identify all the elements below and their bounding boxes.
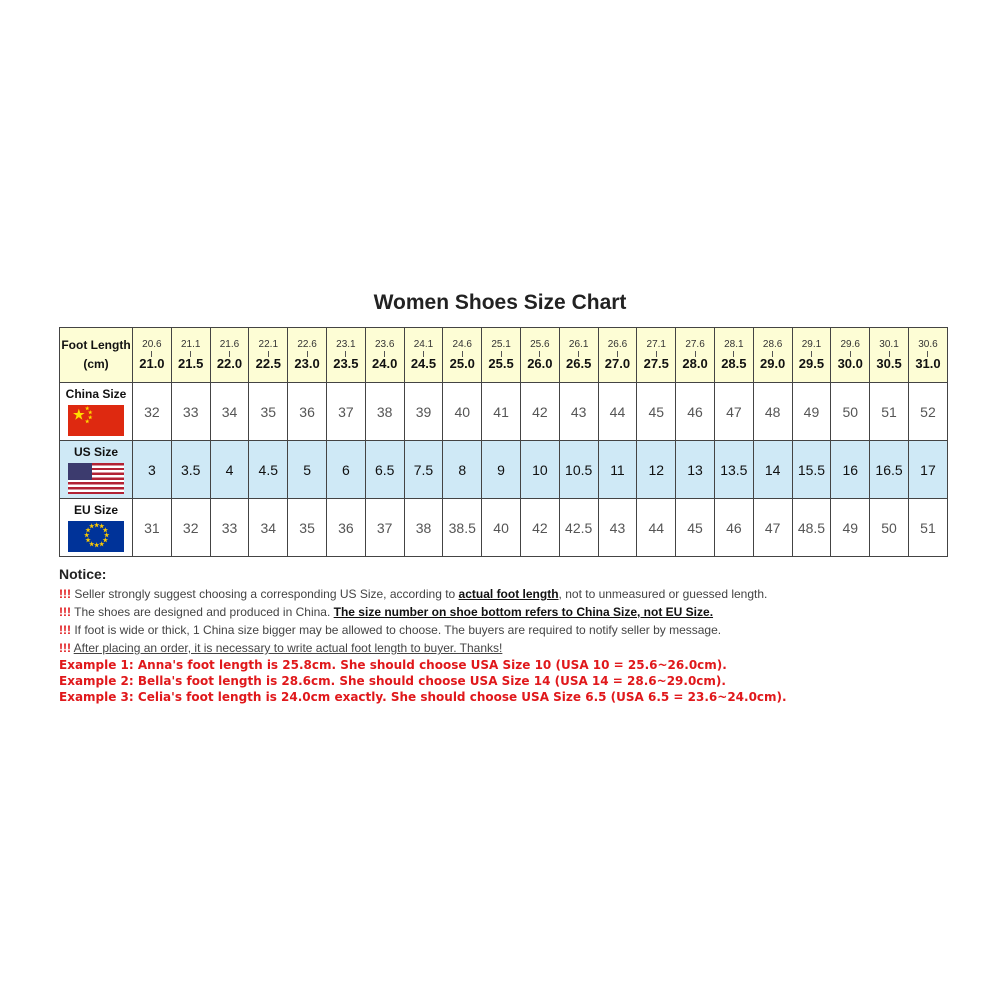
us-size-cell: 16.5	[870, 441, 909, 499]
china-size-cell: 33	[171, 383, 210, 441]
eu-size-cell: 50	[870, 499, 909, 557]
foot-range-max: 26.0	[527, 355, 553, 371]
foot-range-min: 25.6	[530, 338, 550, 350]
foot-range-cell	[559, 328, 598, 383]
us-size-cell: 10.5	[559, 441, 598, 499]
foot-range-min: 30.6	[918, 338, 938, 350]
foot-range-max: 29.0	[759, 355, 786, 371]
notice-line-3-text: If foot is wide or thick, 1 China size bigger may be allowed to choose. The buyers are required to notify seller by message.	[71, 623, 722, 637]
foot-range-max: 21.5	[178, 355, 204, 371]
us-size-cell: 10	[520, 441, 559, 499]
notice-line-2-emphasis: The size number on shoe bottom refers to China Size, not EU Size.	[333, 605, 714, 619]
us-size-cell: 9	[482, 441, 521, 499]
foot-range-cell	[714, 328, 753, 383]
eu-size-cell: 43	[598, 499, 637, 557]
us-size-row	[60, 441, 948, 499]
china-size-cell: 50	[831, 383, 870, 441]
foot-range-max: 21.0	[139, 355, 165, 371]
size-chart-table	[59, 327, 948, 557]
foot-range-cell	[365, 328, 404, 383]
foot-range-min: 26.6	[607, 338, 628, 350]
foot-range-min: 21.6	[219, 338, 240, 350]
foot-range-cell	[171, 328, 210, 383]
foot-range-cell	[831, 328, 870, 383]
foot-range-min: 25.1	[491, 338, 511, 350]
eu-size-row	[60, 499, 948, 557]
foot-range-min: 27.1	[646, 338, 666, 350]
eu-size-cell: 47	[753, 499, 792, 557]
us-size-cell: 6	[326, 441, 365, 499]
foot-range-min: 24.1	[413, 338, 434, 350]
notice-title: Notice:	[59, 566, 107, 582]
foot-range-cell	[443, 328, 482, 383]
notice-line-2-text: The shoes are designed and produced in China.	[71, 605, 334, 619]
foot-range-max: 23.5	[333, 355, 359, 371]
foot-range-min: 23.1	[336, 338, 356, 350]
china-size-cell: 38	[365, 383, 404, 441]
us-size-cell: 15.5	[792, 441, 831, 499]
foot-range-min: 29.1	[801, 338, 822, 350]
example-3: Example 3: Celia's foot length is 24.0cm exactly. She should choose USA Size 6.5 (USA 6.5 = 23.6~24.0cm).	[59, 690, 787, 704]
eu-flag-icon: ★ ★ ★ ★ ★ ★ ★ ★ ★ ★ ★ ★	[68, 521, 124, 552]
foot-range-max: 31.0	[915, 355, 941, 371]
china-size-cell: 45	[637, 383, 676, 441]
foot-length-header	[60, 328, 133, 383]
us-size-cell: 12	[637, 441, 676, 499]
notice-line-1-emphasis: actual foot length	[458, 587, 559, 601]
us-flag-icon	[68, 463, 124, 494]
foot-range-cell	[482, 328, 521, 383]
eu-size-cell: 32	[171, 499, 210, 557]
eu-size-cell: 40	[482, 499, 521, 557]
eu-size-cell: 51	[908, 499, 947, 557]
eu-size-cell: 46	[714, 499, 753, 557]
foot-range-max: 27.5	[643, 355, 669, 371]
eu-size-cell: 33	[210, 499, 249, 557]
foot-range-min: 22.1	[258, 338, 279, 350]
eu-size-label: EU Size	[73, 503, 118, 517]
eu-size-cell: 42.5	[559, 499, 598, 557]
us-size-cell: 4.5	[249, 441, 288, 499]
eu-size-cell: 36	[326, 499, 365, 557]
warning-marker: !!!	[59, 587, 71, 601]
foot-range-cell	[404, 328, 443, 383]
china-size-cell: 35	[249, 383, 288, 441]
foot-range-max: 30.0	[837, 355, 863, 371]
foot-range-cell	[520, 328, 559, 383]
notice-line-4	[59, 639, 989, 657]
us-size-cell: 3	[133, 441, 172, 499]
us-size-header	[60, 441, 133, 499]
eu-size-cell: 38.5	[443, 499, 482, 557]
us-size-label: US Size	[73, 445, 118, 459]
foot-range-max: 22.5	[255, 355, 281, 371]
foot-range-max: 28.0	[682, 355, 708, 371]
notice-line-3	[59, 621, 989, 639]
eu-size-header	[60, 499, 133, 557]
notice-line-2	[59, 603, 989, 621]
eu-size-cell: 44	[637, 499, 676, 557]
china-size-label: China Size	[65, 387, 127, 401]
foot-range-min: 28.6	[762, 338, 783, 350]
foot-range-min: 30.1	[879, 338, 899, 350]
us-size-cell: 8	[443, 441, 482, 499]
eu-size-cell: 48.5	[792, 499, 831, 557]
china-size-cell: 36	[288, 383, 327, 441]
china-size-row	[60, 383, 948, 441]
foot-range-cell	[210, 328, 249, 383]
foot-range-cell	[326, 328, 365, 383]
foot-range-max: 25.0	[449, 355, 475, 371]
foot-range-max: 24.0	[372, 355, 398, 371]
notice-line-1	[59, 585, 989, 603]
eu-size-cell: 35	[288, 499, 327, 557]
foot-range-max: 23.0	[294, 355, 320, 371]
foot-range-cell	[598, 328, 637, 383]
eu-size-cell: 37	[365, 499, 404, 557]
foot-range-max: 22.0	[216, 355, 243, 371]
foot-range-max: 29.5	[798, 355, 825, 371]
china-size-cell: 49	[792, 383, 831, 441]
example-2: Example 2: Bella's foot length is 28.6cm. She should choose USA Size 14 (USA 14 = 28.6~29.0cm).	[59, 674, 726, 688]
foot-range-max: 27.0	[604, 355, 631, 371]
foot-range-min: 27.6	[685, 338, 705, 350]
notice-line-4-text: After placing an order, it is necessary to write actual foot length to buyer. Thanks!	[73, 641, 503, 655]
foot-range-min: 28.1	[724, 338, 744, 350]
us-size-cell: 5	[288, 441, 327, 499]
china-size-cell: 39	[404, 383, 443, 441]
foot-range-max: 26.5	[566, 355, 592, 371]
eu-size-cell: 34	[249, 499, 288, 557]
us-size-cell: 16	[831, 441, 870, 499]
foot-length-label: Foot Length	[61, 338, 131, 352]
china-size-cell: 32	[133, 383, 172, 441]
china-size-cell: 41	[482, 383, 521, 441]
us-size-cell: 17	[908, 441, 947, 499]
eu-size-cell: 31	[133, 499, 172, 557]
china-size-cell: 42	[520, 383, 559, 441]
china-size-cell: 37	[326, 383, 365, 441]
china-size-cell: 44	[598, 383, 637, 441]
foot-range-cell	[753, 328, 792, 383]
foot-range-cell	[249, 328, 288, 383]
foot-range-cell	[288, 328, 327, 383]
foot-range-min: 24.6	[452, 338, 472, 350]
foot-range-cell	[133, 328, 172, 383]
us-size-cell: 7.5	[404, 441, 443, 499]
foot-range-max: 28.5	[721, 355, 747, 371]
notice-line-1-tail: , not to unmeasured or guessed length.	[558, 587, 768, 601]
foot-range-max: 25.5	[488, 355, 514, 371]
us-size-cell: 4	[210, 441, 249, 499]
warning-marker: !!!	[59, 623, 71, 637]
china-size-cell: 52	[908, 383, 947, 441]
china-size-cell: 51	[870, 383, 909, 441]
warning-marker: !!!	[59, 641, 71, 655]
us-size-cell: 11	[598, 441, 637, 499]
page-title: Women Shoes Size Chart	[373, 291, 627, 314]
foot-range-cell	[792, 328, 831, 383]
china-size-cell: 43	[559, 383, 598, 441]
us-size-cell: 6.5	[365, 441, 404, 499]
eu-size-cell: 42	[520, 499, 559, 557]
china-size-cell: 47	[714, 383, 753, 441]
foot-range-cell	[870, 328, 909, 383]
china-flag-icon: ★ ★ ★ ★ ★	[68, 405, 124, 436]
us-size-cell: 3.5	[171, 441, 210, 499]
example-1: Example 1: Anna's foot length is 25.8cm. She should choose USA Size 10 (USA 10 = 25.6~26.0cm).	[59, 658, 727, 672]
china-size-cell: 46	[676, 383, 715, 441]
foot-range-min: 21.1	[180, 338, 201, 350]
notice-section	[59, 566, 989, 705]
foot-range-cell	[637, 328, 676, 383]
foot-range-max: 24.5	[410, 355, 437, 371]
notice-line-1-text: Seller strongly suggest choosing a corresponding US Size, according to	[71, 587, 459, 601]
china-size-header	[60, 383, 133, 441]
us-size-cell: 13.5	[714, 441, 753, 499]
foot-range-min: 29.6	[840, 338, 860, 350]
eu-size-cell: 38	[404, 499, 443, 557]
us-size-cell: 13	[676, 441, 715, 499]
foot-range-cell	[908, 328, 947, 383]
foot-range-cell	[676, 328, 715, 383]
eu-size-cell: 45	[676, 499, 715, 557]
foot-range-min: 23.6	[374, 338, 395, 350]
us-size-cell: 14	[753, 441, 792, 499]
foot-range-min: 26.1	[568, 338, 589, 350]
china-size-cell: 34	[210, 383, 249, 441]
foot-length-row	[60, 328, 948, 383]
foot-range-min: 22.6	[297, 338, 317, 350]
foot-length-unit: (cm)	[83, 357, 109, 371]
foot-range-min: 20.6	[142, 338, 162, 350]
warning-marker: !!!	[59, 605, 71, 619]
china-size-cell: 40	[443, 383, 482, 441]
eu-size-cell: 49	[831, 499, 870, 557]
foot-range-max: 30.5	[876, 355, 902, 371]
china-size-cell: 48	[753, 383, 792, 441]
